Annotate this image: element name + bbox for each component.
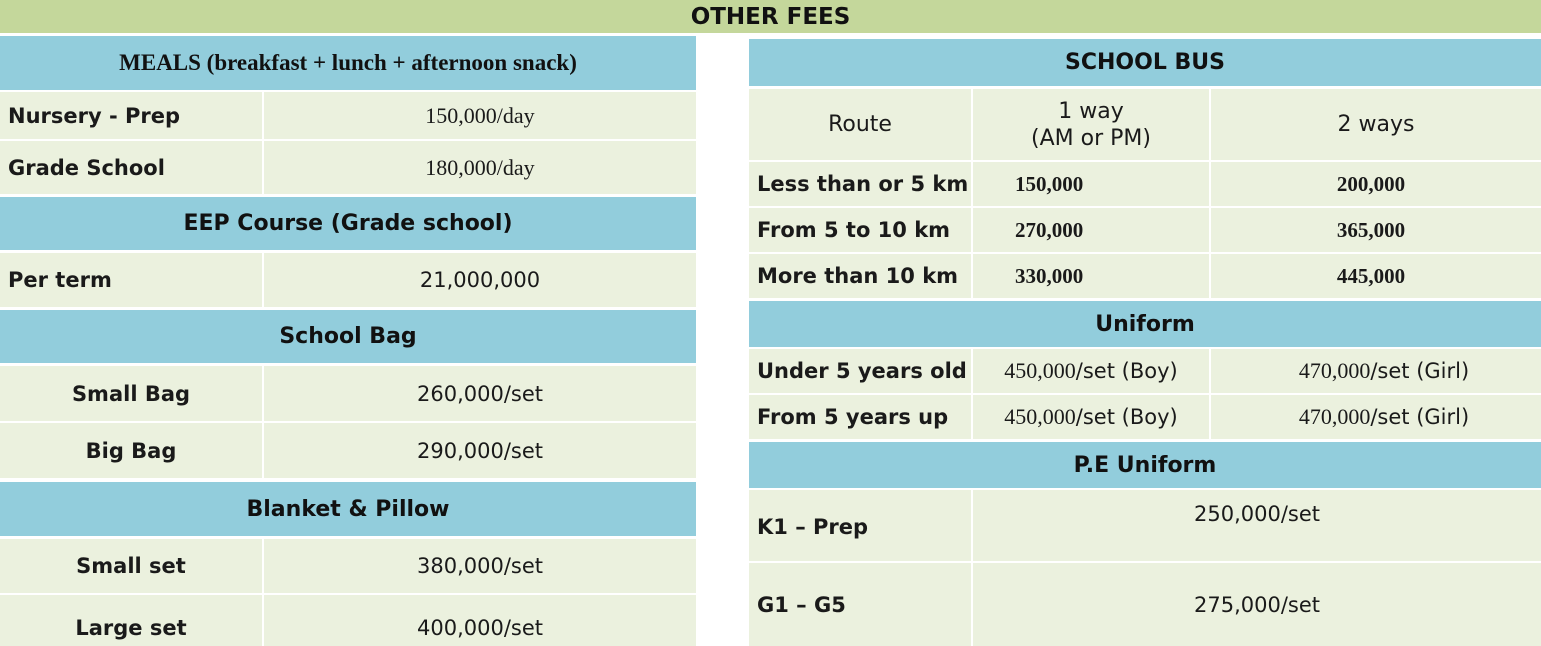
girl-price: 470,000 <box>1298 358 1371 383</box>
row-value: 380,000/set <box>264 539 696 593</box>
one-way-column-header <box>973 89 1211 160</box>
uniform-header: Uniform <box>749 301 1541 347</box>
one-way-value: 150,000 <box>973 162 1211 206</box>
table-row <box>0 539 696 593</box>
table-row <box>0 92 696 139</box>
one-way-sublabel: (AM or PM) <box>1031 125 1151 151</box>
two-ways-value: 200,000 <box>1211 162 1541 206</box>
girl-unit: /set (Girl) <box>1370 405 1470 429</box>
row-label: Grade School <box>0 141 264 194</box>
table-row <box>0 253 696 307</box>
row-value: 275,000/set <box>973 563 1541 646</box>
table-row <box>749 563 1541 646</box>
row-label: K1 – Prep <box>749 490 973 561</box>
left-fees-panel <box>0 36 696 646</box>
row-value: 150,000/day <box>264 92 696 139</box>
row-label: More than 10 km <box>749 254 973 298</box>
one-way-label: 1 way <box>1058 98 1124 124</box>
boy-uniform-value <box>973 395 1211 439</box>
boy-unit: /set (Boy) <box>1075 359 1178 383</box>
table-row <box>749 490 1541 561</box>
row-value: 250,000/set <box>973 490 1541 561</box>
row-value: 290,000/set <box>264 423 696 478</box>
two-ways-column-header: 2 ways <box>1211 89 1541 160</box>
boy-uniform-value <box>973 349 1211 393</box>
one-way-value: 270,000 <box>973 208 1211 252</box>
row-label: From 5 to 10 km <box>749 208 973 252</box>
row-label: Small Bag <box>0 366 264 421</box>
meals-header: MEALS (breakfast + lunch + afternoon snack) <box>0 36 696 90</box>
table-row <box>0 366 696 421</box>
row-value: 21,000,000 <box>264 253 696 307</box>
table-row <box>0 423 696 478</box>
row-label: Small set <box>0 539 264 593</box>
blanket-pillow-header: Blanket & Pillow <box>0 482 696 536</box>
table-row <box>0 141 696 194</box>
row-value: 180,000/day <box>264 141 696 194</box>
right-fees-panel <box>749 36 1541 646</box>
row-label: Large set <box>0 595 264 646</box>
row-label: From 5 years up <box>749 395 973 439</box>
girl-price: 470,000 <box>1298 404 1371 429</box>
pe-uniform-header: P.E Uniform <box>749 442 1541 488</box>
boy-price: 450,000 <box>1004 358 1076 383</box>
route-column-header: Route <box>749 89 973 160</box>
row-label: Under 5 years old <box>749 349 973 393</box>
table-row <box>749 208 1541 252</box>
school-bus-header: SCHOOL BUS <box>749 39 1541 86</box>
two-ways-value: 365,000 <box>1211 208 1541 252</box>
bus-column-header-row <box>749 89 1541 160</box>
row-label: G1 – G5 <box>749 563 973 646</box>
girl-uniform-value <box>1211 349 1541 393</box>
girl-unit: /set (Girl) <box>1370 359 1470 383</box>
row-value: 400,000/set <box>264 595 696 646</box>
row-label: Less than or 5 km <box>749 162 973 206</box>
boy-unit: /set (Boy) <box>1075 405 1178 429</box>
two-ways-value: 445,000 <box>1211 254 1541 298</box>
table-row <box>749 349 1541 393</box>
one-way-value: 330,000 <box>973 254 1211 298</box>
school-bag-header: School Bag <box>0 310 696 363</box>
row-label: Nursery - Prep <box>0 92 264 139</box>
boy-price: 450,000 <box>1004 404 1076 429</box>
row-label: Big Bag <box>0 423 264 478</box>
table-row <box>0 595 696 646</box>
table-row <box>749 254 1541 298</box>
girl-uniform-value <box>1211 395 1541 439</box>
eep-header: EEP Course (Grade school) <box>0 197 696 250</box>
row-label: Per term <box>0 253 264 307</box>
table-row <box>749 395 1541 439</box>
row-value: 260,000/set <box>264 366 696 421</box>
table-row <box>749 162 1541 206</box>
page-title: OTHER FEES <box>0 0 1541 33</box>
